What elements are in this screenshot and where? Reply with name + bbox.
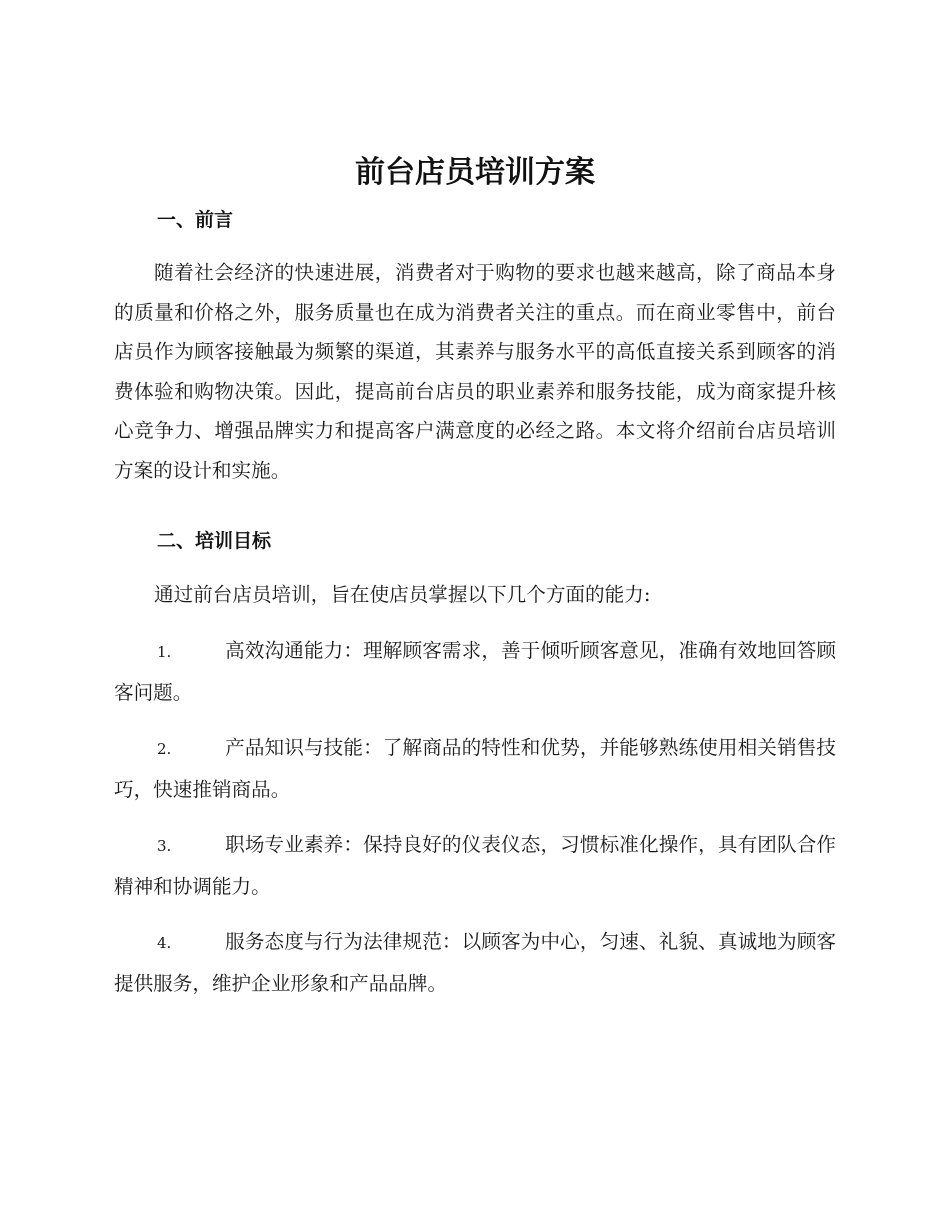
section-heading-training-goals: 二、培训目标: [157, 530, 272, 552]
list-item-text: 高效沟通能力：理解顾客需求，善于倾听顾客意见，准确有效地回答顾客问题。: [114, 639, 836, 704]
list-item: [114, 728, 836, 809]
list-item-number: 4.: [157, 934, 172, 952]
preface-paragraph: 随着社会经济的快速进展，消费者对于购物的要求也越来越高，除了商品本身的质量和价格之外，服务质量也在成为消费者关注的重点。而在商业零售中，前台店员作为顾客接触最为频繁的渠道，其素养与服务水平的高低直接关系到顾客的消费体验和购物决策。因此，提高前台店员的职业素养和服务技能，成为商家提升核心竞争力、增强品牌实力和提高客户满意度的必经之路。本文将介绍前台店员培训方案的设计和实施。: [114, 261, 836, 482]
list-item-text: 职场专业素养：保持良好的仪表仪态，习惯标准化操作，具有团队合作精神和协调能力。: [114, 833, 836, 898]
section-heading-preface: 一、前言: [157, 209, 234, 231]
list-item: [114, 825, 836, 906]
list-item-text: 服务态度与行为法律规范：以顾客为中心，匀速、礼貌、真诚地为顾客提供服务，维护企业形象和产品品牌。: [114, 930, 836, 995]
list-item-text: 产品知识与技能：了解商品的特性和优势，并能够熟练使用相关销售技巧，快速推销商品。: [114, 736, 836, 801]
training-goals-intro: 通过前台店员培训，旨在使店员掌握以下几个方面的能力:: [154, 583, 651, 606]
document-title: 前台店员培训方案: [355, 155, 595, 190]
list-item-number: 2.: [157, 740, 172, 758]
list-item-number: 3.: [157, 837, 172, 855]
list-item: [114, 922, 836, 1003]
list-item-number: 1.: [157, 643, 172, 661]
list-item: [114, 631, 836, 712]
